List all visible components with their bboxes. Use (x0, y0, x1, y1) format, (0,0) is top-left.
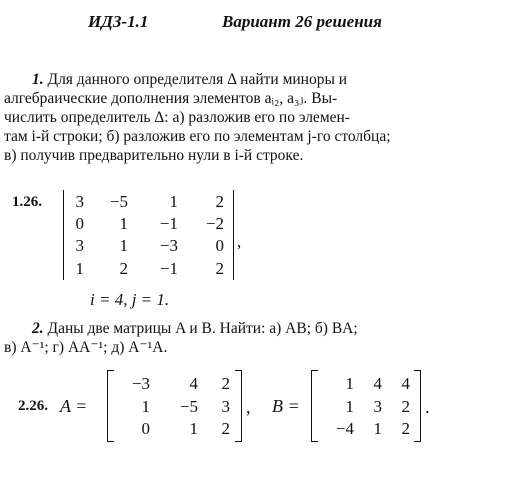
matrix-b-cell: 1 (373, 419, 382, 438)
task1-line-5: в) получив предварительно нули в i-й строке. (4, 147, 304, 164)
matrix-b-cell: 4 (401, 374, 410, 393)
matrix-b-name: B = (272, 396, 300, 416)
matrix-b-cell: 1 (345, 397, 354, 416)
det-cell: 0 (215, 236, 224, 255)
problem2-label: 2.26. (18, 398, 48, 414)
matrix-a-cell: 1 (189, 419, 198, 438)
task1-line-2: алгебраические дополнения элементов aᵢ₂, a₃ⱼ. Вы- (4, 90, 338, 107)
determinant-right-bar (233, 190, 234, 280)
matrix-a-cell: −5 (179, 397, 198, 416)
det-cell: 2 (215, 259, 224, 278)
matrix-a-cell: 3 (221, 397, 230, 416)
header-left: ИДЗ-1.1 (88, 12, 149, 31)
matrix-b-cell: 4 (373, 374, 382, 393)
matrix-b-cell: 2 (401, 419, 410, 438)
task2-paragraph (4, 319, 512, 357)
matrix-a-right-bracket (235, 370, 242, 442)
det-cell: −3 (159, 236, 178, 255)
matrix-a-left-bracket (107, 370, 114, 442)
matrix-b-left-bracket (311, 370, 318, 442)
det-cell: −1 (159, 259, 178, 278)
determinant-comma: , (237, 232, 242, 251)
matrix-b-right-bracket (414, 370, 421, 442)
det-cell: 1 (75, 259, 84, 278)
problem1-label: 1.26. (12, 194, 42, 210)
matrix-b-cell: −4 (335, 419, 354, 438)
task1-line-1: 1. Для данного определителя Δ найти миноры и (32, 71, 348, 88)
det-cell: 2 (215, 192, 224, 211)
header-right: Вариант 26 решения (222, 12, 382, 31)
task1-line-4: там i-й строки; б) разложив его по элементам j-го столбца; (4, 128, 391, 145)
problem1-condition: i = 4, j = 1. (90, 290, 170, 309)
task1-line-3: числить определитель Δ: а) разложив его по элемен- (4, 109, 350, 126)
matrix-b-cell: 1 (345, 374, 354, 393)
det-cell: 0 (75, 214, 84, 233)
det-cell: 1 (119, 214, 128, 233)
task1-number: 1. (32, 71, 44, 88)
det-cell: −2 (205, 214, 224, 233)
det-cell: −5 (109, 192, 128, 211)
det-cell: 3 (75, 236, 84, 255)
matrix-a-cell: 2 (221, 374, 230, 393)
matrix-b-period: . (425, 397, 430, 417)
det-cell: 3 (75, 192, 84, 211)
matrix-a-name: A = (60, 396, 88, 416)
matrix-a-cell: 0 (141, 419, 150, 438)
det-cell: −1 (159, 214, 178, 233)
det-cell: 1 (119, 236, 128, 255)
task1-paragraph (4, 70, 512, 165)
task2-number: 2. (32, 320, 44, 337)
det-cell: 2 (119, 259, 128, 278)
matrix-a-cell: −3 (131, 374, 150, 393)
det-cell: 1 (169, 192, 178, 211)
matrix-a-cell: 1 (141, 397, 150, 416)
task2-line-2: в) A⁻¹; г) AA⁻¹; д) A⁻¹A. (4, 339, 168, 356)
task2-line-1: 2. Даны две матрицы A и B. Найти: а) AB; б) BA; (32, 320, 358, 337)
matrix-a-cell: 2 (221, 419, 230, 438)
matrix-b-cell: 2 (401, 397, 410, 416)
matrix-a-cell: 4 (189, 374, 198, 393)
matrix-b-cell: 3 (373, 397, 382, 416)
matrices-separator: , (246, 397, 251, 417)
